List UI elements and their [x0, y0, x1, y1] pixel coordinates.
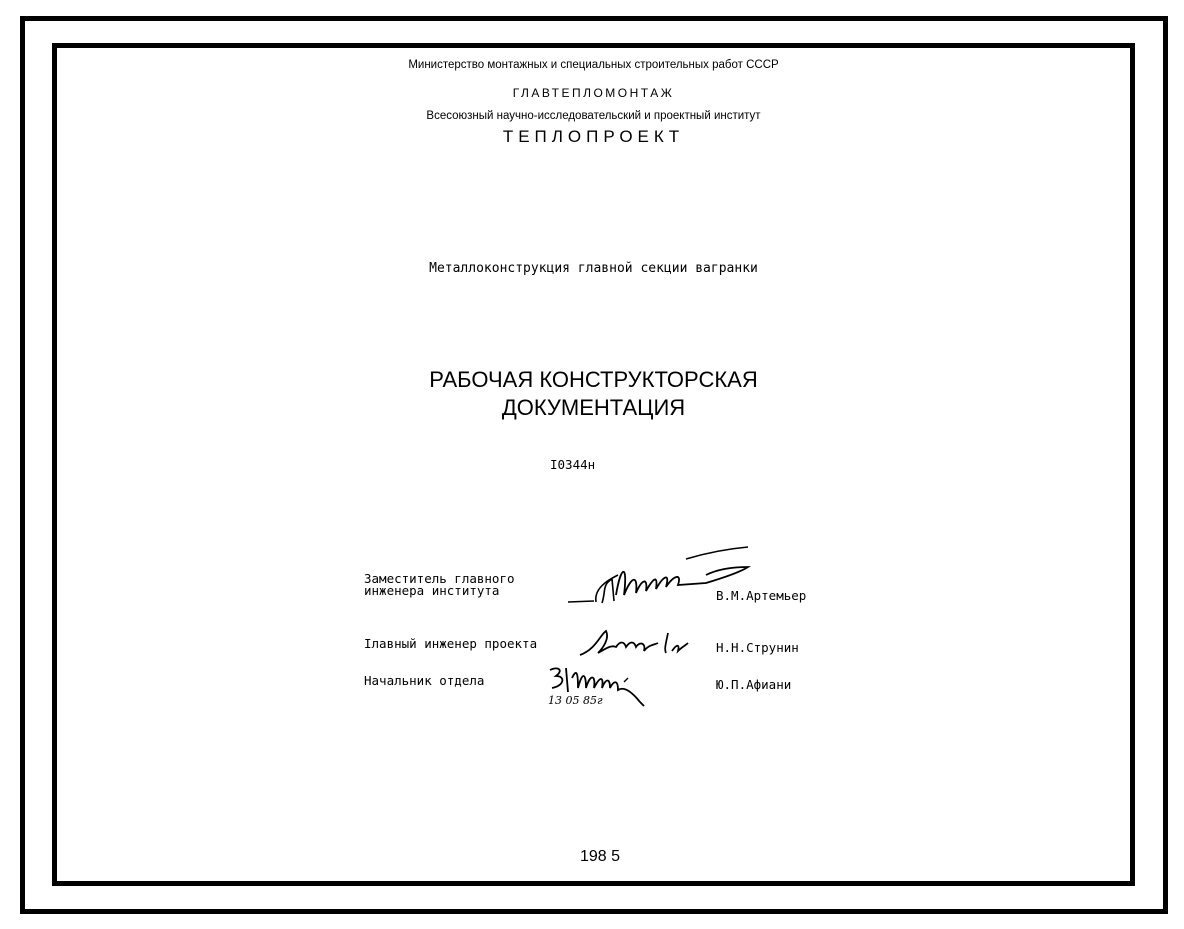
signatory-name-afiani: Ю.П.Афиани	[716, 677, 792, 692]
document-subject: Металлоконструкция главной секции вагранки	[429, 261, 758, 276]
title-line-1: РАБОЧАЯ КОНСТРУКТОРСКАЯ	[429, 367, 758, 392]
institute-name: ТЕПЛОПРОЕКТ	[502, 127, 685, 146]
signatory-name-artemyev: В.М.Артемьер	[716, 588, 807, 603]
signatory-role-deputy-chief-engineer: Заместитель главного инженера института	[364, 571, 515, 598]
signatory-name-strunin: Н.Н.Струнин	[716, 640, 799, 655]
handwritten-date: 13 05 85г	[548, 694, 603, 707]
title-line-2: ДОКУМЕНТАЦИЯ	[501, 395, 686, 420]
document-year: 198 5	[580, 848, 621, 865]
signature-strunin	[576, 625, 692, 661]
signatory-role-chief-project-engineer: Iлавный инженер проекта	[364, 636, 538, 651]
institute-description: Всесоюзный научно-исследовательский и проектный институт	[426, 110, 761, 122]
document-code: I0344н	[550, 457, 596, 472]
ministry-line: Министерство монтажных и специальных строительных работ СССР	[408, 59, 779, 71]
signatory-role-department-head: Начальник отдела	[364, 673, 485, 688]
glavk-line: ГЛАВТЕПЛОМОНТАЖ	[512, 86, 675, 100]
document-title	[52, 366, 1135, 422]
